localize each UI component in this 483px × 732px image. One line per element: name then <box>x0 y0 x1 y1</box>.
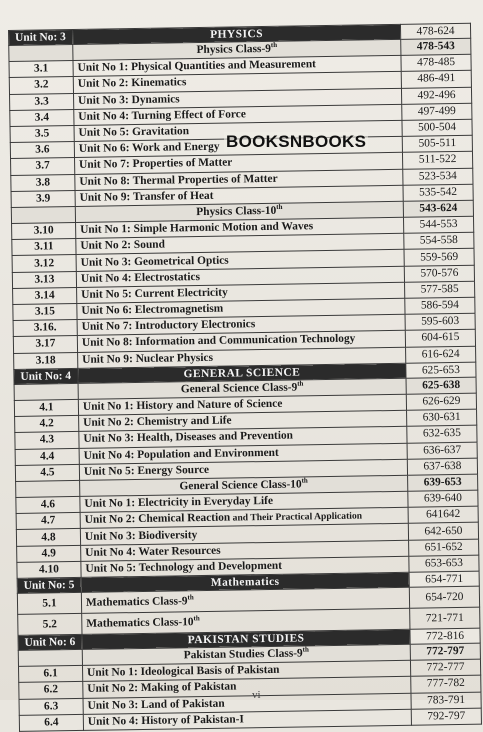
section-number: 4.7 <box>16 513 80 530</box>
section-number: 4.2 <box>15 416 79 433</box>
page-range: 523-534 <box>403 168 473 185</box>
page-range: 478-624 <box>400 23 470 39</box>
subject-title: Mathematics <box>81 572 409 592</box>
page-range: 543-624 <box>403 200 473 217</box>
chapter-title-text: Unit No 4: History of Pakistan-I <box>87 713 244 728</box>
page-range: 535-542 <box>403 184 473 201</box>
chapter-title-text: Unit No 2: Making of Pakistan <box>87 680 237 696</box>
section-number: 3.9 <box>11 190 75 207</box>
section-number: 5.2 <box>18 613 82 635</box>
blank-cell <box>9 44 73 61</box>
section-number: 3.13 <box>12 271 76 288</box>
section-number: 4.3 <box>15 432 79 449</box>
watermark-text: BOOKSNBOOKS <box>226 132 367 151</box>
page-range: 604-615 <box>405 330 475 347</box>
chapter-title-text: Unit No 3: Biodiversity <box>84 528 198 543</box>
page-range: 792-797 <box>411 708 481 725</box>
section-number: 6.3 <box>19 698 83 715</box>
section-number: 3.1 <box>9 61 73 78</box>
chapter-title-text: Unit No 9: Transfer of Heat <box>79 189 214 204</box>
section-number: 3.10 <box>12 223 76 240</box>
chapter-title-text: Unit No 5: Gravitation <box>78 125 190 139</box>
chapter-title-text: Unit No 4: Water Resources <box>85 544 221 559</box>
chapter-title-text: Unit No 2: Chemical Reaction <box>84 511 231 527</box>
page-range: 630-631 <box>407 409 477 426</box>
chapter-title-text: Unit No 6: Electromagnetism <box>81 302 224 317</box>
page-range: 559-569 <box>404 249 474 266</box>
blank-cell <box>11 206 75 223</box>
blank-cell <box>16 480 80 497</box>
section-number: 3.3 <box>10 93 74 110</box>
section-number: 6.4 <box>19 714 83 731</box>
chapter-title-text: Unit No 5: Current Electricity <box>81 286 228 301</box>
page-range: 586-594 <box>405 297 475 314</box>
section-number: 4.10 <box>17 561 81 578</box>
class-title-superscript: th <box>270 41 278 50</box>
section-number: 3.4 <box>10 109 74 126</box>
unit-number: Unit No: 6 <box>18 634 82 650</box>
section-number: 3.2 <box>9 77 73 94</box>
section-number: 4.8 <box>16 529 80 546</box>
chapter-title-text: Unit No 3: Health, Diseases and Prevention <box>83 429 294 446</box>
blank-cell <box>14 383 78 400</box>
subject-title: PAKISTAN STUDIES <box>82 629 410 649</box>
chapter-title-text: Unit No 1: Electricity in Everyday Life <box>84 495 274 511</box>
page-range: 632-635 <box>407 425 477 442</box>
chapter-title-text: Unit No 6: Work and Energy <box>78 140 220 156</box>
class-title-text: Physics Class-10 <box>196 204 277 219</box>
class-title-text: Physics Class-9 <box>196 42 271 57</box>
chapter-title-text: Unit No 5: Energy Source <box>83 463 210 478</box>
section-number: 6.1 <box>19 666 83 683</box>
chapter-title-superscript: th <box>187 593 194 602</box>
section-number: 3.16. <box>13 320 77 337</box>
page-range: 636-637 <box>407 442 477 459</box>
chapter-title-continuation: and Their Practical Application <box>230 510 363 524</box>
page-range: 625-653 <box>406 362 476 378</box>
chapter-title-text: Unit No 3: Geometrical Optics <box>80 254 229 269</box>
section-number: 3.15 <box>13 303 77 320</box>
page-range: 616-624 <box>406 346 476 363</box>
class-title-superscript: th <box>301 476 308 485</box>
class-title-text: General Science Class-10 <box>179 478 302 493</box>
page-range: 637-638 <box>407 458 477 475</box>
page-range: 777-782 <box>411 676 481 693</box>
page-range: 625-638 <box>406 377 476 394</box>
section-number: 5.1 <box>17 592 81 614</box>
class-title-text: General Science Class-9 <box>180 381 298 396</box>
page-range: 721-771 <box>410 607 480 629</box>
section-number: 4.5 <box>15 464 79 481</box>
chapter-title-text: Mathematics Class-9 <box>85 595 188 609</box>
section-number: 3.12 <box>12 255 76 272</box>
section-number: 3.5 <box>10 125 74 142</box>
chapter-title-text: Mathematics Class-10 <box>86 616 194 630</box>
chapter-title-superscript: th <box>193 614 200 623</box>
chapter-title-text: Unit No 9: Nuclear Physics <box>82 351 214 366</box>
section-number: 4.9 <box>17 545 81 562</box>
section-number: 3.11 <box>12 239 76 256</box>
section-number: 4.1 <box>14 399 78 416</box>
subject-title: PHYSICS <box>72 24 400 44</box>
chapter-title-text: Unit No 5: Technology and Development <box>85 559 283 575</box>
subject-title: GENERAL SCIENCE <box>78 363 406 383</box>
page-range: 654-771 <box>409 571 479 587</box>
contents-table <box>8 23 482 732</box>
page-range: 651-652 <box>409 539 479 556</box>
class-title-superscript: th <box>276 202 283 211</box>
contents-table-body <box>9 23 482 731</box>
chapter-title-text: Unit No 4: Turning Effect of Force <box>78 108 246 123</box>
class-title-superscript: th <box>302 645 309 654</box>
section-number: 3.17 <box>13 336 77 353</box>
page-range: 654-720 <box>409 586 479 608</box>
page-range: 595-603 <box>405 313 475 330</box>
section-number: 3.8 <box>11 174 75 191</box>
unit-number: Unit No: 5 <box>17 577 81 593</box>
blank-cell <box>18 649 82 666</box>
page-range: 554-558 <box>404 232 474 249</box>
chapter-title-text: Unit No 3: Dynamics <box>78 92 180 107</box>
class-title-superscript: th <box>297 379 304 388</box>
section-number: 6.2 <box>19 682 83 699</box>
page-range: 772-777 <box>410 659 480 676</box>
unit-number: Unit No: 3 <box>9 29 73 45</box>
page-range: 783-791 <box>411 692 481 709</box>
page-range: 626-629 <box>406 393 476 410</box>
chapter-title-text: Unit No 7: Properties of Matter <box>79 156 233 172</box>
page-number: vi <box>252 689 261 701</box>
section-number: 3.18 <box>14 352 78 369</box>
page-range: 511-522 <box>402 152 472 169</box>
section-number: 3.7 <box>11 158 75 175</box>
page-range: 478-485 <box>401 54 471 71</box>
page-range: 492-496 <box>401 87 471 104</box>
chapter-title-text: Unit No 3: Land of Pakistan <box>87 697 225 712</box>
page-range: 577-585 <box>405 281 475 298</box>
page-range: 639-640 <box>408 490 478 507</box>
page-range: 570-576 <box>404 265 474 282</box>
chapter-title-text: Unit No 7: Introductory Electronics <box>81 318 256 334</box>
class-title-text: Pakistan Studies Class-9 <box>183 647 303 662</box>
page-range: 641642 <box>408 506 478 523</box>
chapter-title-text: Unit No 8: Thermal Properties of Matter <box>79 172 278 188</box>
chapter-title-text: Unit No 1: Ideological Basis of Pakistan <box>87 664 280 680</box>
page-range: 497-499 <box>402 103 472 120</box>
page-range: 478-543 <box>401 38 471 55</box>
page-range: 544-553 <box>403 216 473 233</box>
chapter-title-text: Unit No 4: Population and Environment <box>83 446 279 462</box>
page-range: 642-650 <box>408 523 478 540</box>
unit-number: Unit No: 4 <box>14 368 78 384</box>
section-number: 3.14 <box>13 287 77 304</box>
section-number: 4.6 <box>16 496 80 513</box>
chapter-title-text: Unit No 1: Physical Quantities and Measurement <box>77 58 317 75</box>
page-range: 772-797 <box>410 643 480 660</box>
chapter-title-text: Unit No 1: Simple Harmonic Motion and Waves <box>80 220 314 237</box>
chapter-title-text: Unit No 4: Electrostatics <box>80 270 201 285</box>
chapter-title-text: Unit No 2: Sound <box>80 238 166 253</box>
section-number: 3.6 <box>10 142 74 159</box>
page-range: 772-816 <box>410 628 480 644</box>
page-range: 505-511 <box>402 135 472 152</box>
chapter-title-text: Unit No 2: Kinematics <box>77 76 187 91</box>
page-range: 653-653 <box>409 555 479 572</box>
chapter-title-text: Unit No 8: Information and Communication Technology <box>81 333 356 350</box>
section-number: 4.4 <box>15 448 79 465</box>
chapter-title-text: Unit No 2: Chemistry and Life <box>83 414 232 430</box>
page-range: 486-491 <box>401 71 471 88</box>
page-range: 500-504 <box>402 119 472 136</box>
chapter-title-text: Unit No 1: History and Nature of Science <box>82 397 283 413</box>
page-range: 639-653 <box>408 474 478 491</box>
